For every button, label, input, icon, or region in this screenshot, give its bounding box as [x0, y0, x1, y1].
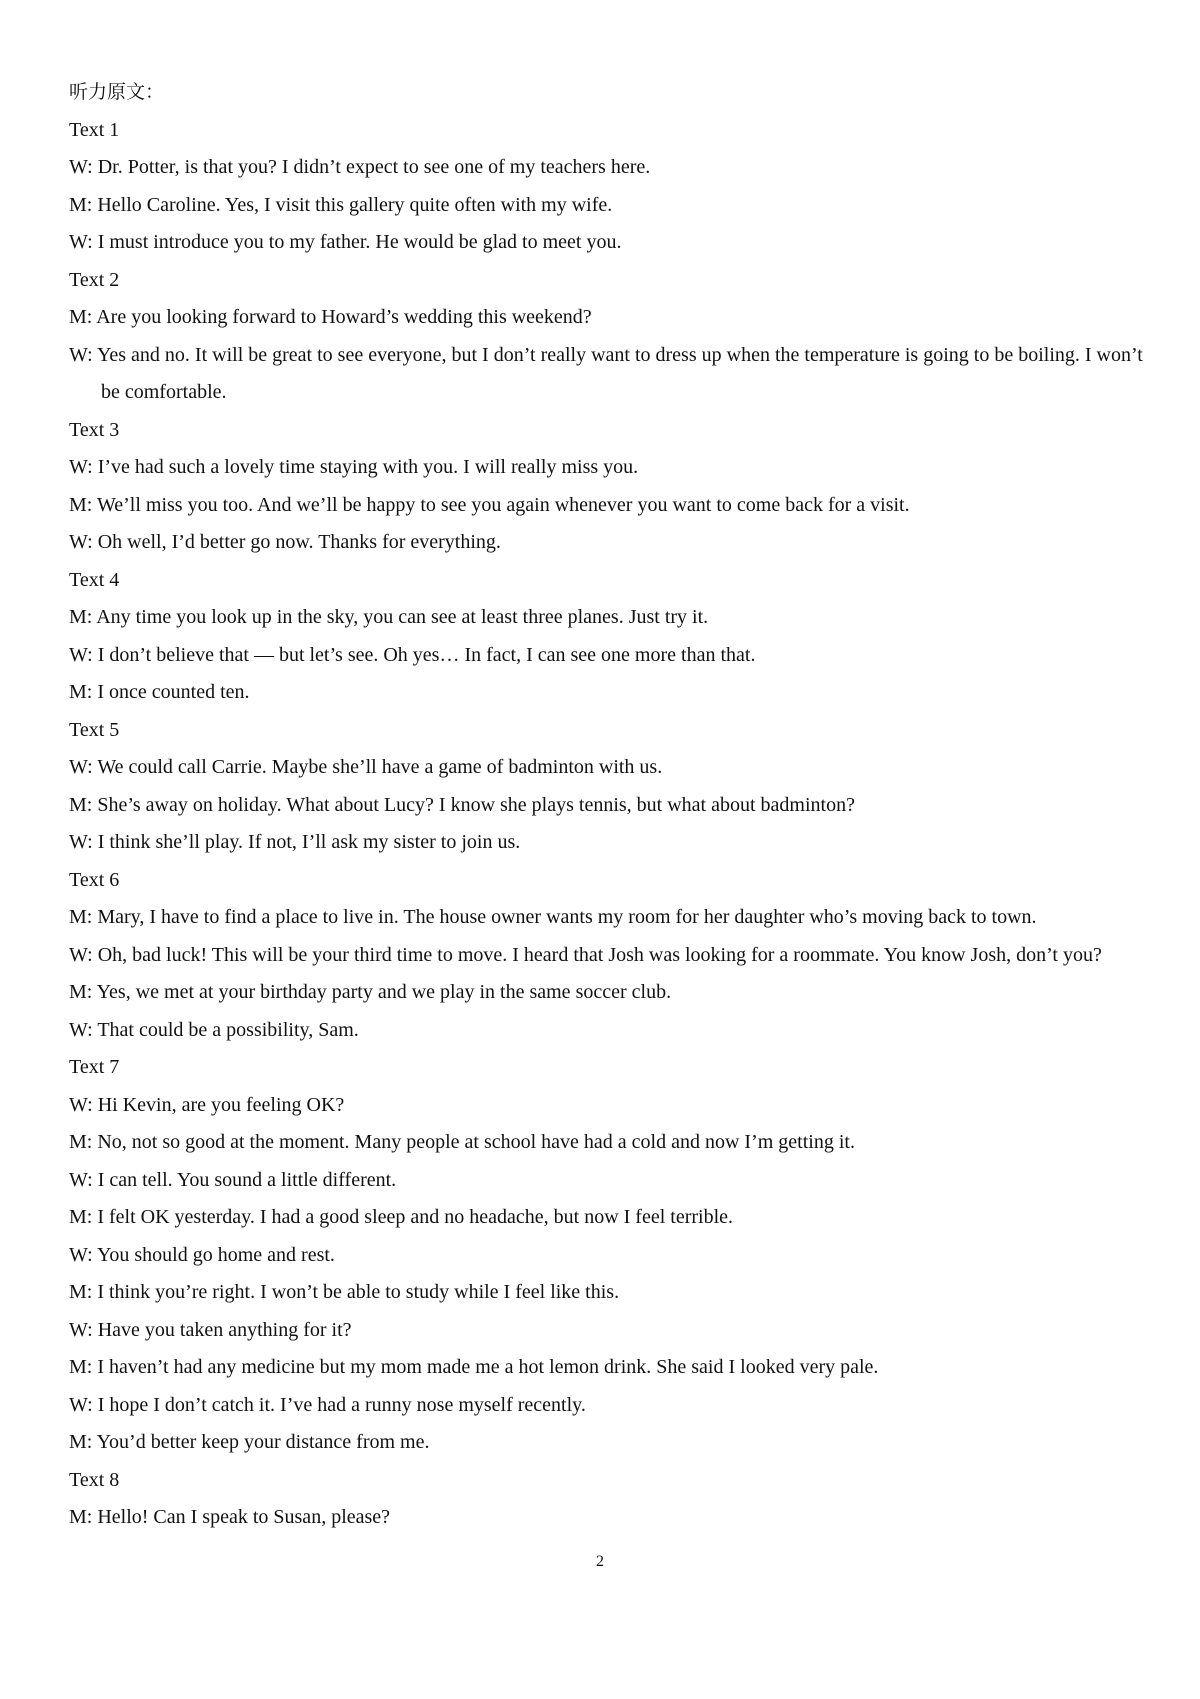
document-title: 听力原文：: [69, 81, 165, 103]
dialogue-line: W: I’ve had such a lovely time staying with you. I will really miss you.: [69, 456, 639, 478]
dialogue-line: M: I once counted ten.: [69, 681, 250, 703]
dialogue-line: M: Any time you look up in the sky, you can see at least three planes. Just try it.: [69, 606, 709, 628]
dialogue-line: W: We could call Carrie. Maybe she’ll have a game of badminton with us.: [69, 756, 663, 778]
dialogue-line: M: Yes, we met at your birthday party and we play in the same soccer club.: [69, 981, 672, 1003]
dialogue-line: W: Oh, bad luck! This will be your third time to move. I heard that Josh was looking for a roommate. You know Josh, don’t you?: [69, 943, 1102, 966]
dialogue-line: W: Oh well, I’d better go now. Thanks for everything.: [69, 531, 501, 553]
dialogue-line: M: Mary, I have to find a place to live in. The house owner wants my room for her daughter who’s moving back to town.: [69, 906, 1037, 928]
transcript-body: [69, 74, 1144, 1537]
section-heading: Text 7: [69, 1056, 120, 1078]
page-number: 2: [596, 1553, 604, 1570]
dialogue-line: W: Have you taken anything for it?: [69, 1318, 352, 1341]
dialogue-line: W: I can tell. You sound a little different.: [69, 1168, 397, 1191]
section-heading: Text 5: [69, 718, 120, 741]
dialogue-line: M: I haven’t had any medicine but my mom made me a hot lemon drink. She said I looked very pale.: [69, 1356, 879, 1378]
dialogue-line: W: I hope I don’t catch it. I’ve had a runny nose myself recently.: [69, 1393, 586, 1416]
dialogue-line: M: Hello Caroline. Yes, I visit this gallery quite often with my wife.: [69, 193, 613, 216]
dialogue-line: M: We’ll miss you too. And we’ll be happy to see you again whenever you want to come back for a visit.: [69, 493, 910, 516]
dialogue-line: M: Hello! Can I speak to Susan, please?: [69, 1506, 391, 1528]
dialogue-line: M: She’s away on holiday. What about Lucy? I know she plays tennis, but what about badminton?: [69, 793, 855, 816]
dialogue-line: W: Dr. Potter, is that you? I didn’t expect to see one of my teachers here.: [69, 156, 651, 178]
dialogue-line: W: You should go home and rest.: [69, 1243, 335, 1266]
dialogue-line: M: Are you looking forward to Howard’s wedding this weekend?: [69, 306, 592, 328]
dialogue-line: M: I felt OK yesterday. I had a good sleep and no headache, but now I feel terrible.: [69, 1206, 734, 1228]
dialogue-line: W: I must introduce you to my father. He would be glad to meet you.: [69, 231, 622, 253]
dialogue-line: W: That could be a possibility, Sam.: [69, 1018, 359, 1041]
dialogue-line: W: I think she’ll play. If not, I’ll ask my sister to join us.: [69, 831, 521, 853]
section-heading: Text 2: [69, 268, 120, 291]
section-heading: Text 6: [69, 868, 120, 891]
section-heading: Text 4: [69, 568, 120, 591]
section-heading: Text 3: [69, 418, 120, 441]
dialogue-line: M: You’d better keep your distance from me.: [69, 1431, 430, 1453]
dialogue-line: W: Yes and no. It will be great to see everyone, but I don’t really want to dress up when the temperature is going to be boiling. I won’t be comfortable.: [69, 343, 1143, 403]
section-heading: Text 1: [69, 118, 120, 141]
section-heading: Text 8: [69, 1468, 120, 1491]
dialogue-line: M: No, not so good at the moment. Many people at school have had a cold and now I’m getting it.: [69, 1131, 855, 1153]
dialogue-line: W: Hi Kevin, are you feeling OK?: [69, 1093, 345, 1116]
dialogue-line: M: I think you’re right. I won’t be able to study while I feel like this.: [69, 1281, 620, 1303]
dialogue-line: W: I don’t believe that — but let’s see. Oh yes… In fact, I can see one more than that.: [69, 643, 756, 666]
